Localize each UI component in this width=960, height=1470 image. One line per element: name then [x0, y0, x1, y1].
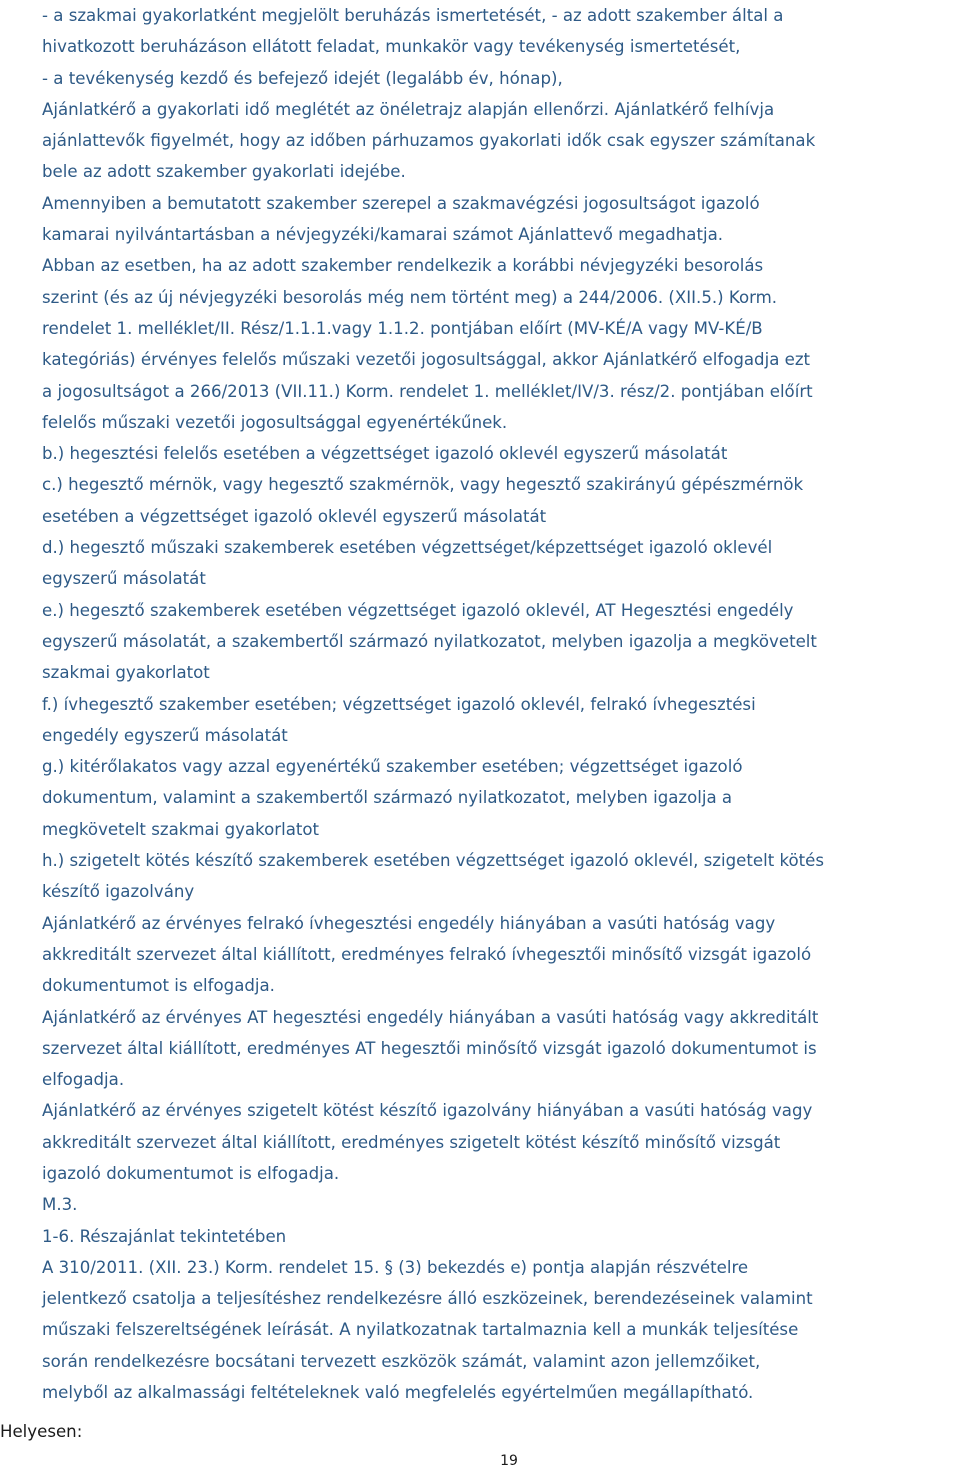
- text-line: szerint (és az új névjegyzéki besorolás még nem történt meg) a 244/2006. (XII.5.) Korm.: [42, 287, 778, 307]
- text-line: f.) ívhegesztő szakember esetében; végzettséget igazoló oklevél, felrakó ívhegesztési: [42, 694, 756, 714]
- text-line: engedély egyszerű másolatát: [42, 725, 288, 745]
- text-line: szakmai gyakorlatot: [42, 663, 210, 683]
- text-line: h.) szigetelt kötés készítő szakemberek esetében végzettséget igazoló oklevél, szigetelt kötés: [42, 851, 825, 871]
- text-line: - a tevékenység kezdő és befejező idejét (legalább év, hónap),: [42, 68, 563, 88]
- text-line: megkövetelt szakmai gyakorlatot: [42, 819, 320, 839]
- text-line: Ajánlatkérő az érvényes felrakó ívhegesztési engedély hiányában a vasúti hatóság vagy: [42, 913, 776, 933]
- text-line: M.3.: [42, 1195, 78, 1215]
- text-line: elfogadja.: [42, 1070, 125, 1090]
- text-line: akkreditált szervezet által kiállított, eredményes felrakó ívhegesztői minősítő vizsgát igazoló: [42, 944, 812, 964]
- page-number: 19: [500, 1453, 518, 1469]
- text-line: e.) hegesztő szakemberek esetében végzettséget igazoló oklevél, AT Hegesztési engedély: [42, 600, 794, 620]
- text-line: Ajánlatkérő a gyakorlati idő meglétét az önéletrajz alapján ellenőrzi. Ajánlatkérő felhívja: [42, 99, 775, 119]
- text-line: c.) hegesztő mérnök, vagy hegesztő szakmérnök, vagy hegesztő szakirányú gépészmérnök: [42, 475, 804, 495]
- text-line: a jogosultságot a 266/2013 (VII.11.) Korm. rendelet 1. melléklet/IV/3. rész/2. pontjában előírt: [42, 381, 813, 401]
- text-line: jelentkező csatolja a teljesítéshez rendelkezésre álló eszközeinek, berendezéseinek valamint: [42, 1289, 813, 1309]
- text-line: Ajánlatkérő az érvényes AT hegesztési engedély hiányában a vasúti hatóság vagy akkreditált: [42, 1007, 819, 1027]
- text-line: g.) kitérőlakatos vagy azzal egyenértékű szakember esetében; végzettséget igazoló: [42, 757, 743, 777]
- text-line: bele az adott szakember gyakorlati idejébe.: [42, 162, 406, 182]
- text-line: egyszerű másolatát: [42, 569, 206, 589]
- helyesen-label: Helyesen:: [0, 1422, 83, 1441]
- text-line: esetében a végzettséget igazoló oklevél egyszerű másolatát: [42, 506, 547, 526]
- text-line: 1-6. Részajánlat tekintetében: [42, 1226, 287, 1246]
- text-line: kamarai nyilvántartásban a névjegyzéki/kamarai számot Ajánlattevő megadhatja.: [42, 225, 724, 245]
- text-line: igazoló dokumentumot is elfogadja.: [42, 1163, 340, 1183]
- text-line: Amennyiben a bemutatott szakember szerepel a szakmavégzési jogosultságot igazoló: [42, 193, 760, 213]
- text-line: akkreditált szervezet által kiállított, eredményes szigetelt kötést készítő minősítő vizsgát: [42, 1132, 781, 1152]
- text-line: ajánlattevők figyelmét, hogy az időben párhuzamos gyakorlati idők csak egyszer számítanak: [42, 131, 816, 151]
- text-line: készítő igazolvány: [42, 882, 195, 902]
- text-line: melyből az alkalmassági feltételeknek való megfelelés egyértelműen megállapítható.: [42, 1383, 754, 1403]
- text-line: kategóriás) érvényes felelős műszaki vezetői jogosultsággal, akkor Ajánlatkérő elfogadja ezt: [42, 350, 811, 370]
- text-line: Abban az esetben, ha az adott szakember rendelkezik a korábbi névjegyzéki besorolás: [42, 256, 764, 276]
- text-line: során rendelkezésre bocsátani tervezett eszközök számát, valamint azon jellemzőiket,: [42, 1351, 761, 1371]
- document-body: [42, 0, 958, 1408]
- text-line: Ajánlatkérő az érvényes szigetelt kötést készítő igazolvány hiányában a vasúti hatóság vagy: [42, 1101, 813, 1121]
- text-line: dokumentumot is elfogadja.: [42, 976, 275, 996]
- text-line: szervezet által kiállított, eredményes AT hegesztői minősítő vizsgát igazoló dokumentumot is: [42, 1038, 817, 1058]
- text-line: egyszerű másolatát, a szakembertől származó nyilatkozatot, melyben igazolja a megkövetelt: [42, 631, 817, 651]
- text-line: rendelet 1. melléklet/II. Rész/1.1.1.vagy 1.1.2. pontjában előírt (MV-KÉ/A vagy MV-KÉ/B: [42, 318, 763, 338]
- text-line: műszaki felszereltségének leírását. A nyilatkozatnak tartalmaznia kell a munkák teljesítése: [42, 1320, 799, 1340]
- text-line: A 310/2011. (XII. 23.) Korm. rendelet 15. § (3) bekezdés e) pontja alapján részvételre: [42, 1257, 749, 1277]
- text-line: hivatkozott beruházáson ellátott feladat, munkakör vagy tevékenység ismertetését,: [42, 37, 741, 57]
- text-line: - a szakmai gyakorlatként megjelölt beruházás ismertetését, - az adott szakember által a: [42, 6, 784, 25]
- text-line: felelős műszaki vezetői jogosultsággal egyenértékűnek.: [42, 412, 508, 432]
- text-line: d.) hegesztő műszaki szakemberek esetében végzettséget/képzettséget igazoló oklevél: [42, 538, 773, 558]
- text-line: b.) hegesztési felelős esetében a végzettséget igazoló oklevél egyszerű másolatát: [42, 444, 728, 464]
- text-line: dokumentum, valamint a szakembertől származó nyilatkozatot, melyben igazolja a: [42, 788, 733, 808]
